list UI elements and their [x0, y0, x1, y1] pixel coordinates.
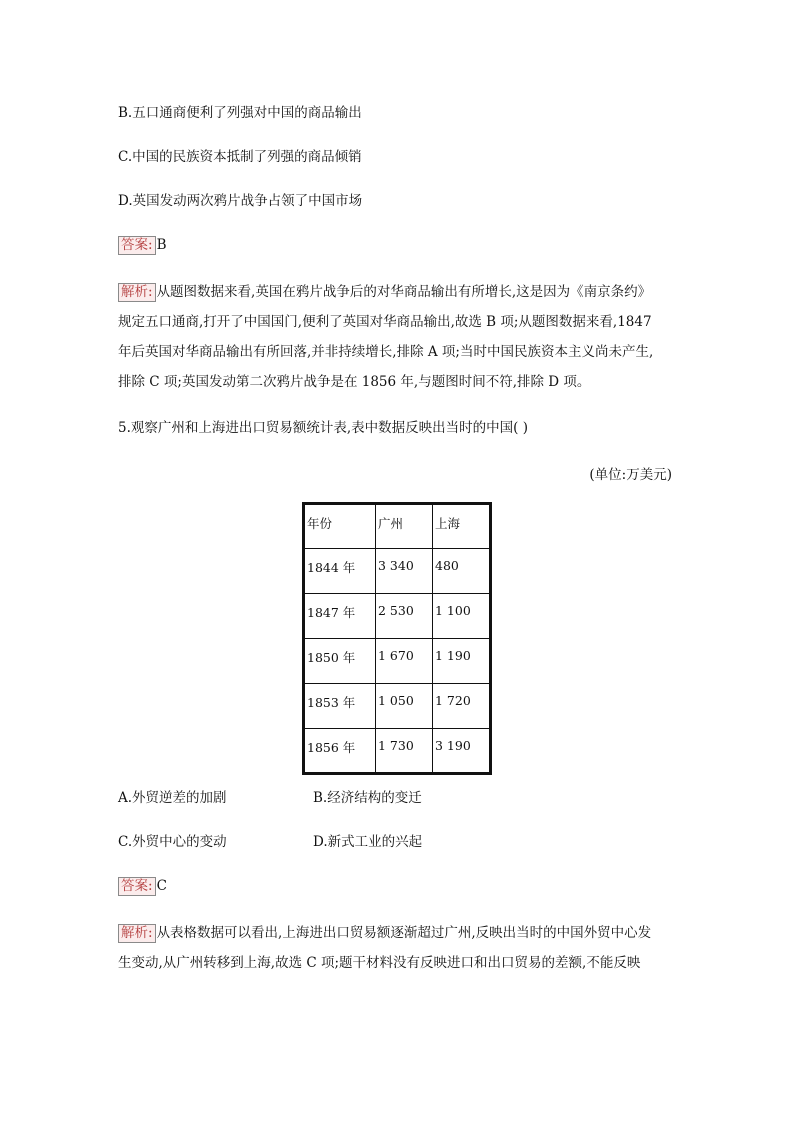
table-row: [304, 549, 491, 594]
q5-answer-tag: 答案:: [118, 877, 156, 896]
q5-answer-line: [118, 876, 167, 896]
cell-year: 1844 年: [304, 549, 376, 594]
header-guangzhou: 广州: [376, 504, 433, 549]
table-header-row: [304, 504, 491, 549]
table-row: [304, 684, 491, 729]
cell-guangzhou: 2 530: [376, 594, 433, 639]
q5-analysis-line-2: 生变动,从广州转移到上海,故选 C 项;题干材料没有反映进口和出口贸易的差额,不能反映: [118, 955, 641, 971]
answer-value: B: [156, 237, 167, 253]
table-row: [304, 594, 491, 639]
analysis-text: 从题图数据来看,英国在鸦片战争后的对华商品输出有所增长,这是因为《南京条约》: [156, 284, 652, 300]
cell-year: 1850 年: [304, 639, 376, 684]
option-c: C.中国的民族资本抵制了列强的商品倾销: [118, 149, 362, 165]
table-row: [304, 639, 491, 684]
q5-answer-value: C: [156, 878, 167, 894]
cell-shanghai: 1 190: [433, 639, 491, 684]
header-year: 年份: [304, 504, 376, 549]
answer-line: [118, 235, 166, 255]
analysis-line-2: 规定五口通商,打开了中国国门,便利了英国对华商品输出,故选 B 项;从题图数据来看,1847: [118, 314, 652, 330]
table-unit: (单位:万美元): [589, 467, 672, 483]
analysis-line-3: 年后英国对华商品输出有所回落,并非持续增长,排除 A 项;当时中国民族资本主义尚未产生,: [118, 344, 654, 360]
analysis-line-1: [118, 282, 651, 302]
cell-shanghai: 3 190: [433, 729, 491, 774]
cell-guangzhou: 3 340: [376, 549, 433, 594]
q5-option-d: D.新式工业的兴起: [313, 834, 423, 850]
q5-analysis-text: 从表格数据可以看出,上海进出口贸易额逐渐超过广州,反映出当时的中国外贸中心发: [156, 925, 652, 941]
table-row: [304, 729, 491, 774]
cell-guangzhou: 1 730: [376, 729, 433, 774]
question-5-stem: 5.观察广州和上海进出口贸易额统计表,表中数据反映出当时的中国( ): [118, 420, 528, 436]
option-b: B.五口通商便利了列强对中国的商品输出: [118, 105, 362, 121]
cell-year: 1856 年: [304, 729, 376, 774]
q5-analysis-tag: 解析:: [118, 924, 156, 943]
option-d: D.英国发动两次鸦片战争占领了中国市场: [118, 193, 363, 209]
cell-shanghai: 1 720: [433, 684, 491, 729]
analysis-line-4: 排除 C 项;英国发动第二次鸦片战争是在 1856 年,与题图时间不符,排除 D 项。: [118, 374, 591, 390]
q5-option-a: A.外贸逆差的加剧: [118, 790, 227, 806]
answer-tag: 答案:: [118, 236, 156, 255]
cell-guangzhou: 1 670: [376, 639, 433, 684]
header-shanghai: 上海: [433, 504, 491, 549]
cell-year: 1847 年: [304, 594, 376, 639]
cell-year: 1853 年: [304, 684, 376, 729]
analysis-tag: 解析:: [118, 283, 156, 302]
cell-shanghai: 1 100: [433, 594, 491, 639]
trade-table: [302, 502, 492, 775]
q5-option-c: C.外贸中心的变动: [118, 834, 227, 850]
cell-shanghai: 480: [433, 549, 491, 594]
cell-guangzhou: 1 050: [376, 684, 433, 729]
q5-analysis-line-1: [118, 923, 651, 943]
q5-option-b: B.经济结构的变迁: [313, 790, 422, 806]
